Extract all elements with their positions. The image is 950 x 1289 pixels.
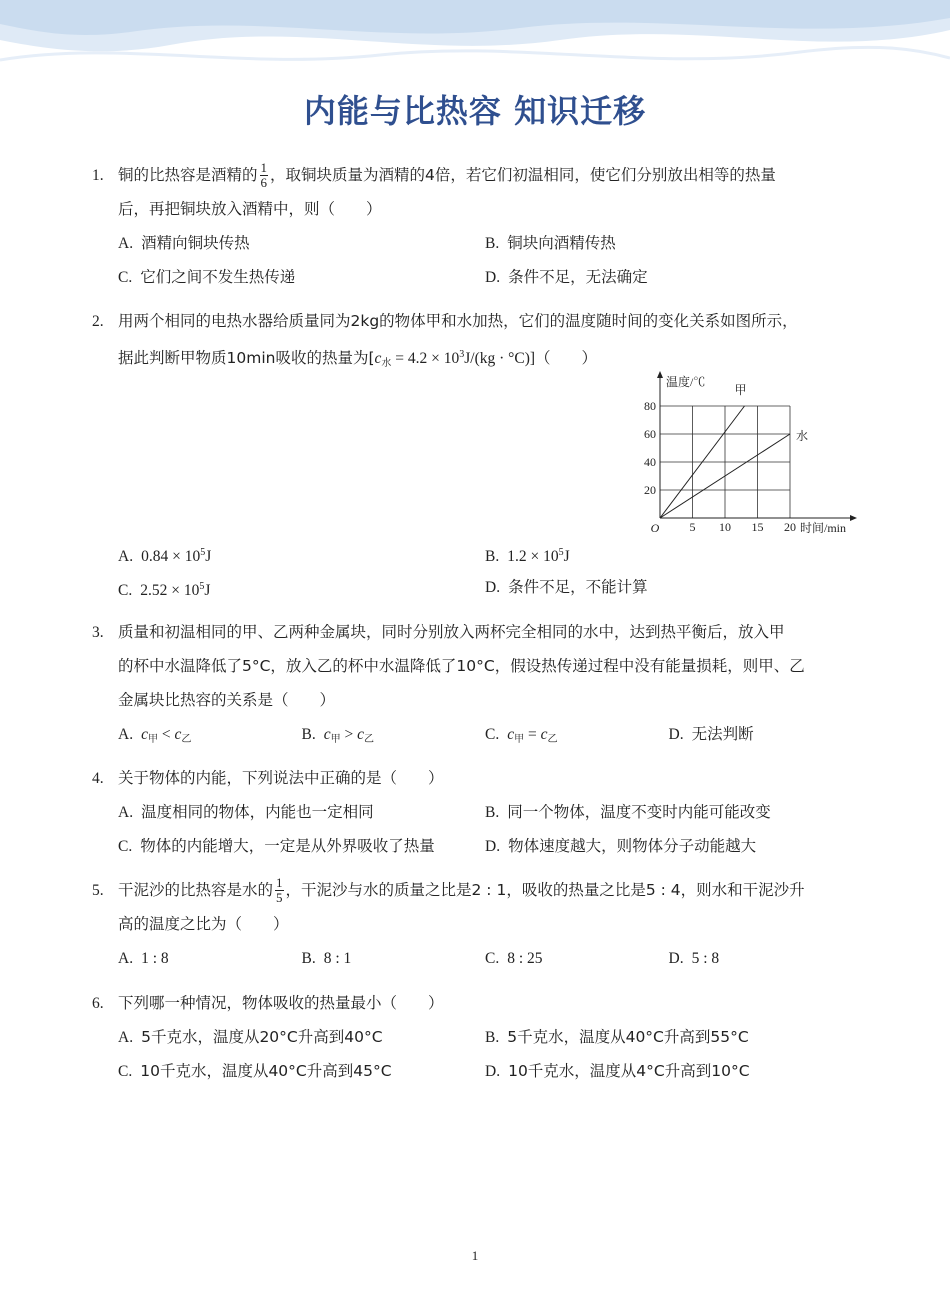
option-a[interactable]: A. $c_甲 < c_乙$ xyxy=(118,726,192,745)
x-tick-label: 20 xyxy=(784,520,796,534)
question-number: 2. xyxy=(92,313,104,330)
option-d[interactable]: D. 条件不足，不能计算 xyxy=(485,578,648,596)
question-number: 3. xyxy=(92,624,104,641)
x-tick-label: 15 xyxy=(751,520,764,534)
option-c[interactable]: C. 8 : 25 xyxy=(485,950,543,967)
x-tick-label: 10 xyxy=(719,520,731,534)
x-axis-arrow xyxy=(850,515,857,521)
option-a[interactable]: A. 温度相同的物体，内能也一定相同 xyxy=(118,803,374,821)
y-axis-label: 温度/℃ xyxy=(666,375,706,389)
question-number: 1. xyxy=(92,167,104,184)
y-axis-arrow xyxy=(657,371,663,378)
option-a[interactable]: A. 5千克水，温度从20°C升高到40°C xyxy=(118,1028,383,1046)
option-c[interactable]: C. $c_甲 = c_乙$ xyxy=(485,726,558,745)
question-1: 1. 铜的比热容是酒精的 $\frac{1}{6}$ ，取铜块质量为酒精的4倍，若它们初温相同，使它们分别放出相等的热量 后，再把铜块放入酒精中，则（ ） A. 酒精向铜块传热 B. 铜块向酒精传热 C. 它们之间不发生热传递 D. 条件不足，无法确定 xyxy=(92,158,852,294)
option-c[interactable]: C. 10千克水，温度从40°C升高到45°C xyxy=(118,1062,392,1080)
fraction: $\frac{1}{5}$ xyxy=(276,875,283,905)
option-d[interactable]: D. 物体速度越大，则物体分子动能越大 xyxy=(485,837,757,855)
question-number: 5. xyxy=(92,882,104,899)
x-tick-label: 5 xyxy=(689,520,696,534)
series-label: 水 xyxy=(796,429,809,443)
x-axis-label: 时间/min xyxy=(800,521,847,535)
question-2: 2. 用两个相同的电热水器给质量同为2kg的物体甲和水加热，它们的温度随时间的变化关系如图所示， 据此判断甲物质10min吸收的热量为$[c_水 = 4.2 \times 10^3J/(kg \cdot ^\circ C)]$（ ） xyxy=(92,304,852,372)
option-c[interactable]: C. 物体的内能增大，一定是从外界吸收了热量 xyxy=(118,837,435,855)
option-c[interactable]: C. $2.52 \times 10^5J$ xyxy=(118,581,211,599)
option-b[interactable]: B. $c_甲 > c_乙$ xyxy=(301,726,374,745)
y-tick-label: 80 xyxy=(644,399,656,413)
option-b[interactable]: B. 铜块向酒精传热 xyxy=(485,234,616,252)
fraction: $\frac{1}{6}$ xyxy=(260,160,268,190)
option-d[interactable]: D. 无法判断 xyxy=(668,725,754,743)
temperature-time-chart xyxy=(640,368,862,538)
question-5: 5. 干泥沙的比热容是水的 $\frac{1}{5}$ ，干泥沙与水的质量之比是2 : 1，吸收的热量之比是5 : 4，则水和干泥沙升 高的温度之比为（ ） A. 1 : 8 B. 8 : 1 C. 8 : 25 D. 5 : 8 xyxy=(92,873,852,975)
option-d[interactable]: D. 5 : 8 xyxy=(668,950,720,967)
question-3: 3. 质量和初温相同的甲、乙两种金属块，同时分别放入两杯完全相同的水中，达到热平衡后，放入甲 的杯中水温降低了5°C，放入乙的杯中水温降低了10°C，假设热传递过程中没有能量损耗，则甲、乙 金属块比热容的关系是（ ） A. $c_甲 < c_乙$ B. $c_甲 > c_乙$ C. $c_甲 = c_乙$ D. 无法判断 xyxy=(92,615,852,751)
question-6: 6. 下列哪一种情况，物体吸收的热量最小（ ） A. 5千克水，温度从20°C升高到40°C B. 5千克水，温度从40°C升高到55°C C. 10千克水，温度从40°C升高到45°C D. 10千克水，温度从4°C升高到10°C xyxy=(92,986,852,1088)
option-b[interactable]: B. $1.2 \times 10^5J$ xyxy=(485,547,570,565)
page-title: 内能与比热容 知识迁移 xyxy=(303,92,647,130)
option-d[interactable]: D. 10千克水，温度从4°C升高到10°C xyxy=(485,1062,750,1080)
question-2-options xyxy=(92,536,852,604)
option-b[interactable]: B. 5千克水，温度从40°C升高到55°C xyxy=(485,1028,749,1046)
option-b[interactable]: B. 同一个物体，温度不变时内能可能改变 xyxy=(485,803,771,821)
y-tick-label: 20 xyxy=(644,483,656,497)
option-c[interactable]: C. 它们之间不发生热传递 xyxy=(118,268,296,286)
option-a[interactable]: A. 酒精向铜块传热 xyxy=(118,234,250,252)
question-4: 4. 关于物体的内能，下列说法中正确的是（ ） A. 温度相同的物体，内能也一定相同 B. 同一个物体，温度不变时内能可能改变 C. 物体的内能增大，一定是从外界吸收了热量 D. 物体速度越大，则物体分子动能越大 xyxy=(92,761,852,863)
option-a[interactable]: A. $0.84 \times 10^5J$ xyxy=(118,547,212,565)
page-number: 1 xyxy=(471,1248,479,1263)
y-tick-label: 40 xyxy=(644,455,656,469)
y-tick-label: 60 xyxy=(644,427,656,441)
header-wave-decoration xyxy=(0,0,950,80)
question-number: 6. xyxy=(92,995,104,1012)
option-a[interactable]: A. 1 : 8 xyxy=(118,950,169,967)
option-d[interactable]: D. 条件不足，无法确定 xyxy=(485,268,648,286)
question-number: 4. xyxy=(92,770,104,787)
option-b[interactable]: B. 8 : 1 xyxy=(301,950,352,967)
series-label: 甲 xyxy=(734,383,747,397)
origin-label: O xyxy=(650,521,660,535)
